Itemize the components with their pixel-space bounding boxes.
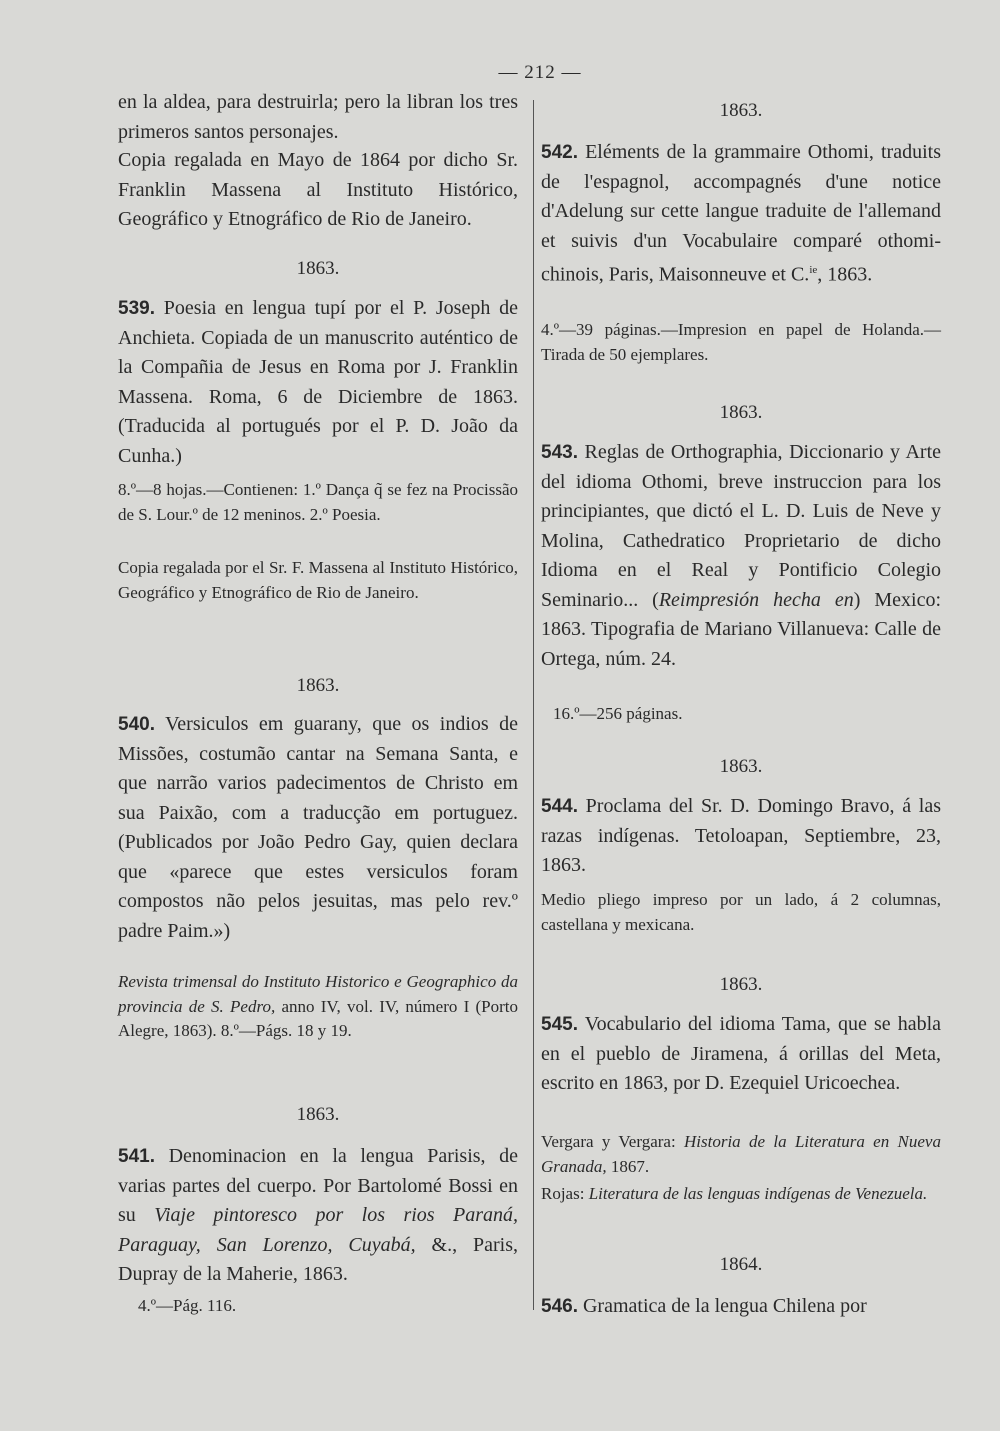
entry-540-ref	[118, 970, 518, 1044]
entry-545-ref-2	[541, 1182, 941, 1207]
entry-542	[541, 138, 941, 290]
entry-541-year: 1863.	[296, 1104, 340, 1125]
page-number: — 212 —	[498, 62, 582, 83]
ref-year: 1867.	[606, 1156, 650, 1176]
entry-544	[541, 792, 941, 881]
entry-text: Gramatica de la lengua Chilena por	[582, 1295, 867, 1317]
entry-539-desc: 8.º—8 hojas.—Contienen: 1.º Dança q̃ se fez na Procissão de S. Lour.º de 12 meninos. 2.º Poesia.	[118, 480, 518, 524]
entry-text-end: &., Paris, Dupray de la Maherie, 1863.	[118, 1233, 518, 1285]
entry-number: 540.	[118, 714, 155, 735]
entry-542-desc: 4.º—39 páginas.—Impresion en papel de Holanda.—Tirada de 50 ejemplares.	[541, 320, 941, 364]
entry-text: Vocabulario del idioma Tama, que se habla en el pueblo de Jiramena, á orillas del Meta, escrito en 1863, por D. Ezequiel Uricoechea.	[541, 1013, 941, 1094]
ref-title: Literatura de las lenguas indígenas de Venezuela.	[588, 1184, 928, 1203]
entry-542-year: 1863.	[719, 100, 763, 121]
entry-544-desc: Medio pliego impreso por un lado, á 2 columnas, castellana y mexicana.	[541, 890, 941, 934]
ref-title: Historia de la Literatura en Nueva Granada,	[541, 1132, 941, 1176]
entry-text: Denominacion en la lengua Parisis, de varias partes del cuerpo. Por Bartolomé Bossi en su	[118, 1145, 518, 1226]
entry-text: Eléments de la grammaire Othomi, traduits de l'espagnol, accompagnés d'une notice d'Adelung sur cette langue traduite de l'allemand et suivis d'un Vocabulaire comparé othomi-chinois, Paris, Maisonneuve et C.	[541, 141, 941, 286]
intro-text: en la aldea, para destruirla; pero la libran los tres primeros santos personajes.	[118, 91, 518, 143]
ref-author: Vergara y Vergara:	[541, 1132, 684, 1151]
entry-text: Poesia en lengua tupí por el P. Joseph de Anchieta. Copiada de un manuscrito auténtico de la Compañia de Jesus en Roma por J. Franklin Massena. Roma, 6 de Diciembre de 1863. (Traducida al portugués por el P. D. João da Cunha.)	[118, 297, 518, 467]
entry-546-year: 1864.	[719, 1254, 763, 1275]
entry-text-end: , 1863.	[817, 263, 873, 286]
entry-543-desc: 16.º—256 páginas.	[553, 704, 683, 723]
entry-number: 545.	[541, 1014, 578, 1035]
ref-author: Rojas:	[541, 1184, 589, 1203]
entry-545-ref-1	[541, 1130, 941, 1179]
entry-title: Viaje pintoresco por los rios Paraná, Paraguay, San Lorenzo, Cuyabá,	[118, 1204, 518, 1256]
entry-number: 542.	[541, 142, 578, 163]
entry-540-year: 1863.	[296, 675, 340, 696]
entry-544-year: 1863.	[719, 756, 763, 777]
entry-545	[541, 1010, 941, 1099]
entry-italic: Reimpresión hecha en	[658, 588, 854, 611]
entry-number: 541.	[118, 1146, 155, 1167]
entry-539-copia: Copia regalada por el Sr. F. Massena al Instituto Histórico, Geográfico y Etnográfico de Rio de Janeiro.	[118, 558, 518, 602]
entry-text: Proclama del Sr. D. Domingo Bravo, á las razas indígenas. Tetoloapan, Septiembre, 23, 1863.	[541, 795, 941, 876]
entry-543-year: 1863.	[719, 402, 763, 423]
entry-number: 539.	[118, 298, 155, 319]
entry-number: 543.	[541, 442, 578, 463]
entry-539-year: 1863.	[296, 258, 340, 279]
entry-text-end: ) Mexico: 1863. Tipografia de Mariano Villanueva: Calle de Ortega, núm. 24.	[541, 588, 942, 670]
entry-543	[541, 438, 941, 674]
entry-text: Versiculos em guarany, que os indios de Missões, costumão cantar na Semana Santa, e que narrão varios padecimentos de Christo em sua Paixão, com a traducção em portuguez. (Publicados por João Pedro Gay, quien declara que «parece que estes versiculos foram compostos não pelos jesuitas, mas pelo rev.º padre Paim.»)	[118, 713, 518, 942]
ref-title: Revista trimensal do Instituto Historico e Geographico da provincia de S. Pedro,	[118, 972, 518, 1016]
entry-541-desc: 4.º—Pág. 116.	[138, 1296, 237, 1315]
entry-541	[118, 1142, 518, 1290]
column-divider	[533, 100, 534, 1310]
entry-539	[118, 294, 518, 471]
entry-text: Reglas de Orthographia, Diccionario y Arte del idioma Othomi, breve instruccion para los principiantes, que dictó el L. D. Luis de Neve y Molina, Cathedratico Proprietario de dicho Idioma en el Real y Pontificio Colegio Seminario... (	[541, 441, 942, 611]
entry-540	[118, 710, 518, 946]
entry-546	[541, 1292, 941, 1322]
entry-545-year: 1863.	[719, 974, 763, 995]
entry-sup: ie	[809, 264, 818, 276]
ref-rest: anno IV, vol. IV, número I (Porto Alegre, 1863). 8.º—Págs. 18 y 19.	[118, 996, 519, 1040]
intro-copia: Copia regalada en Mayo de 1864 por dicho Sr. Franklin Massena al Instituto Histórico, Geográfico y Etnográfico de Rio de Janeiro.	[118, 149, 518, 230]
entry-number: 544.	[541, 796, 578, 817]
entry-number: 546.	[541, 1296, 578, 1317]
